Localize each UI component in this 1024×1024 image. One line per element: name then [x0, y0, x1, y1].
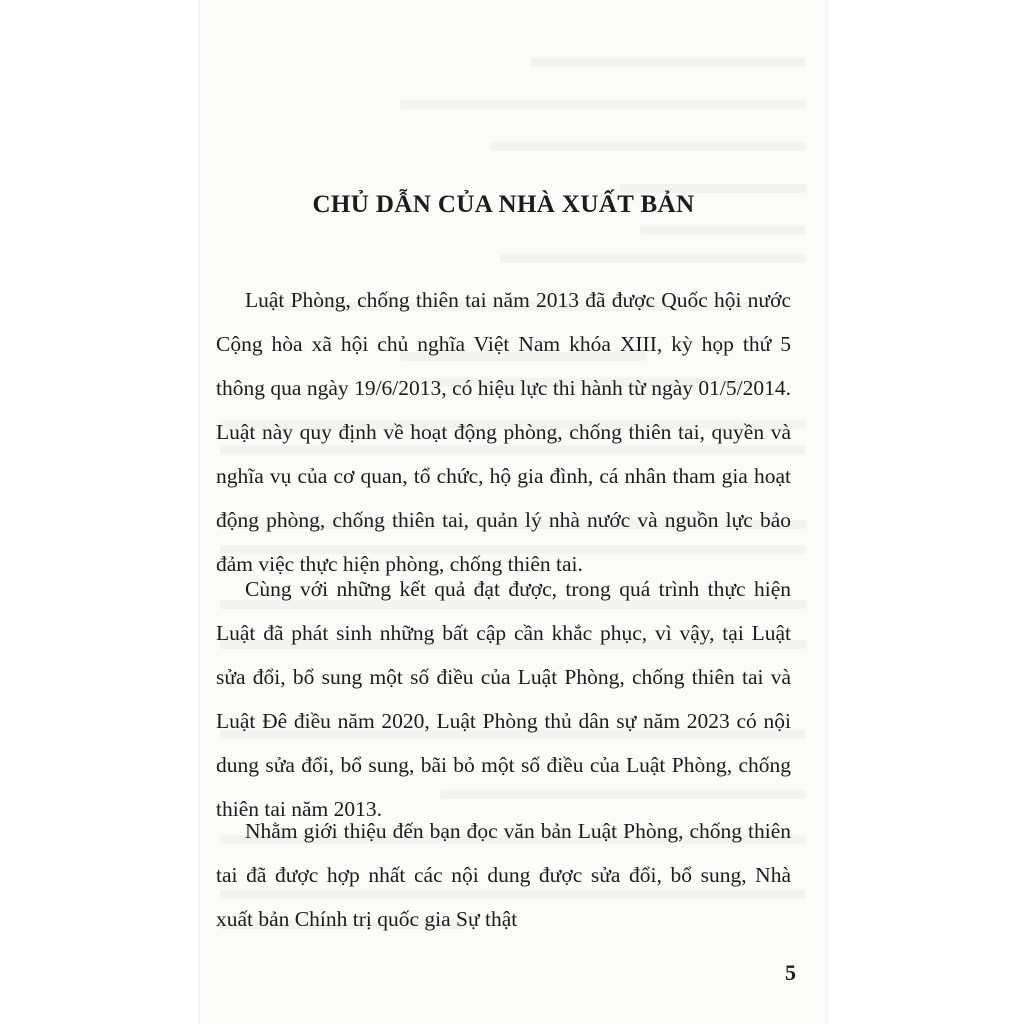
paragraph-1: Luật Phòng, chống thiên tai năm 2013 đã được Quốc hội nước Cộng hòa xã hội chủ nghĩa Việt Nam khóa XIII, kỳ họp thứ 5 thông qua ngày 19/6/2013, có hiệu lực thi hành từ ngày 01/5/2014. Luật này quy định về hoạt động phòng, chống thiên tai, quyền và nghĩa vụ của cơ quan, tổ chức, hộ gia đình, cá nhân tham gia hoạt động phòng, chống thiên tai, quản lý nhà nước và nguồn lực bảo đảm việc thực hiện phòng, chống thiên tai. [216, 288, 791, 576]
page-title: CHỦ DẪN CỦA NHÀ XUẤT BẢN [312, 191, 695, 218]
paragraph-3: Nhằm giới thiệu đến bạn đọc văn bản Luật Phòng, chống thiên tai đã được hợp nhất các nội dung được sửa đổi, bổ sung, Nhà xuất bản Chính trị quốc gia Sự thật [216, 819, 791, 931]
page-number: 5 [785, 960, 796, 985]
book-page [200, 0, 826, 1024]
paragraph-2: Cùng với những kết quả đạt được, trong quá trình thực hiện Luật đã phát sinh những bất cập cần khắc phục, vì vậy, tại Luật sửa đổi, bổ sung một số điều của Luật Phòng, chống thiên tai và Luật Đê điều năm 2020, Luật Phòng thủ dân sự năm 2023 có nội dung sửa đổi, bổ sung, bãi bỏ một số điều của Luật Phòng, chống thiên tai năm 2013. [216, 577, 791, 821]
